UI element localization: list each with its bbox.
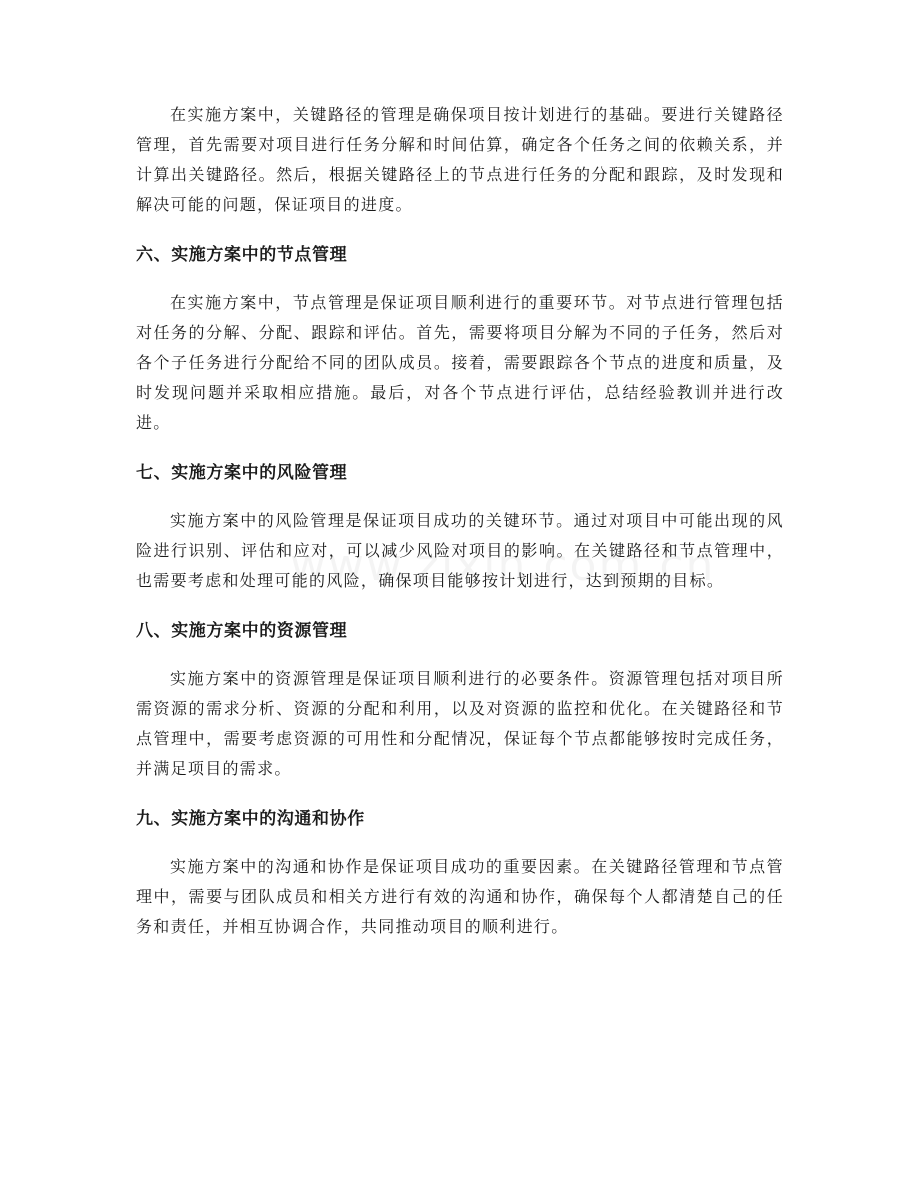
section-heading-9: 九、实施方案中的沟通和协作 xyxy=(136,809,365,829)
intro-paragraph: 在实施方案中，关键路径的管理是确保项目按计划进行的基础。要进行关键路径管理，首先需要对项目进行任务分解和时间估算，确定各个任务之间的依赖关系，并计算出关键路径。然后，根据关键路径上的节点进行任务的分配和跟踪，及时发现和解决可能的问题，保证项目的进度。 xyxy=(136,105,784,214)
section-paragraph-7: 实施方案中的风险管理是保证项目成功的关键环节。通过对项目中可能出现的风险进行识别、评估和应对，可以减少风险对项目的影响。在关键路径和节点管理中，也需要考虑和处理可能的风险，确保项目能够按计划进行，达到预期的目标。 xyxy=(136,511,784,590)
section-paragraph-8: 实施方案中的资源管理是保证项目顺利进行的必要条件。资源管理包括对项目所需资源的需求分析、资源的分配和利用，以及对资源的监控和优化。在关键路径和节点管理中，需要考虑资源的可用性和分配情况，保证每个节点都能够按时完成任务，并满足项目的需求。 xyxy=(136,669,784,778)
section-paragraph-9: 实施方案中的沟通和协作是保证项目成功的重要因素。在关键路径管理和节点管理中，需要与团队成员和相关方进行有效的沟通和协作，确保每个人都清楚自己的任务和责任，并相互协调合作，共同推动项目的顺利进行。 xyxy=(136,857,784,936)
section-heading-8: 八、实施方案中的资源管理 xyxy=(136,621,348,641)
section-heading-7: 七、实施方案中的风险管理 xyxy=(136,463,348,483)
section-paragraph-6: 在实施方案中，节点管理是保证项目顺利进行的重要环节。对节点进行管理包括对任务的分解、分配、跟踪和评估。首先，需要将项目分解为不同的子任务，然后对各个子任务进行分配给不同的团队成员。接着，需要跟踪各个节点的进度和质量，及时发现问题并采取相应措施。最后，对各个节点进行评估，总结经验教训并进行改进。 xyxy=(136,293,784,432)
section-heading-6: 六、实施方案中的节点管理 xyxy=(136,245,348,265)
